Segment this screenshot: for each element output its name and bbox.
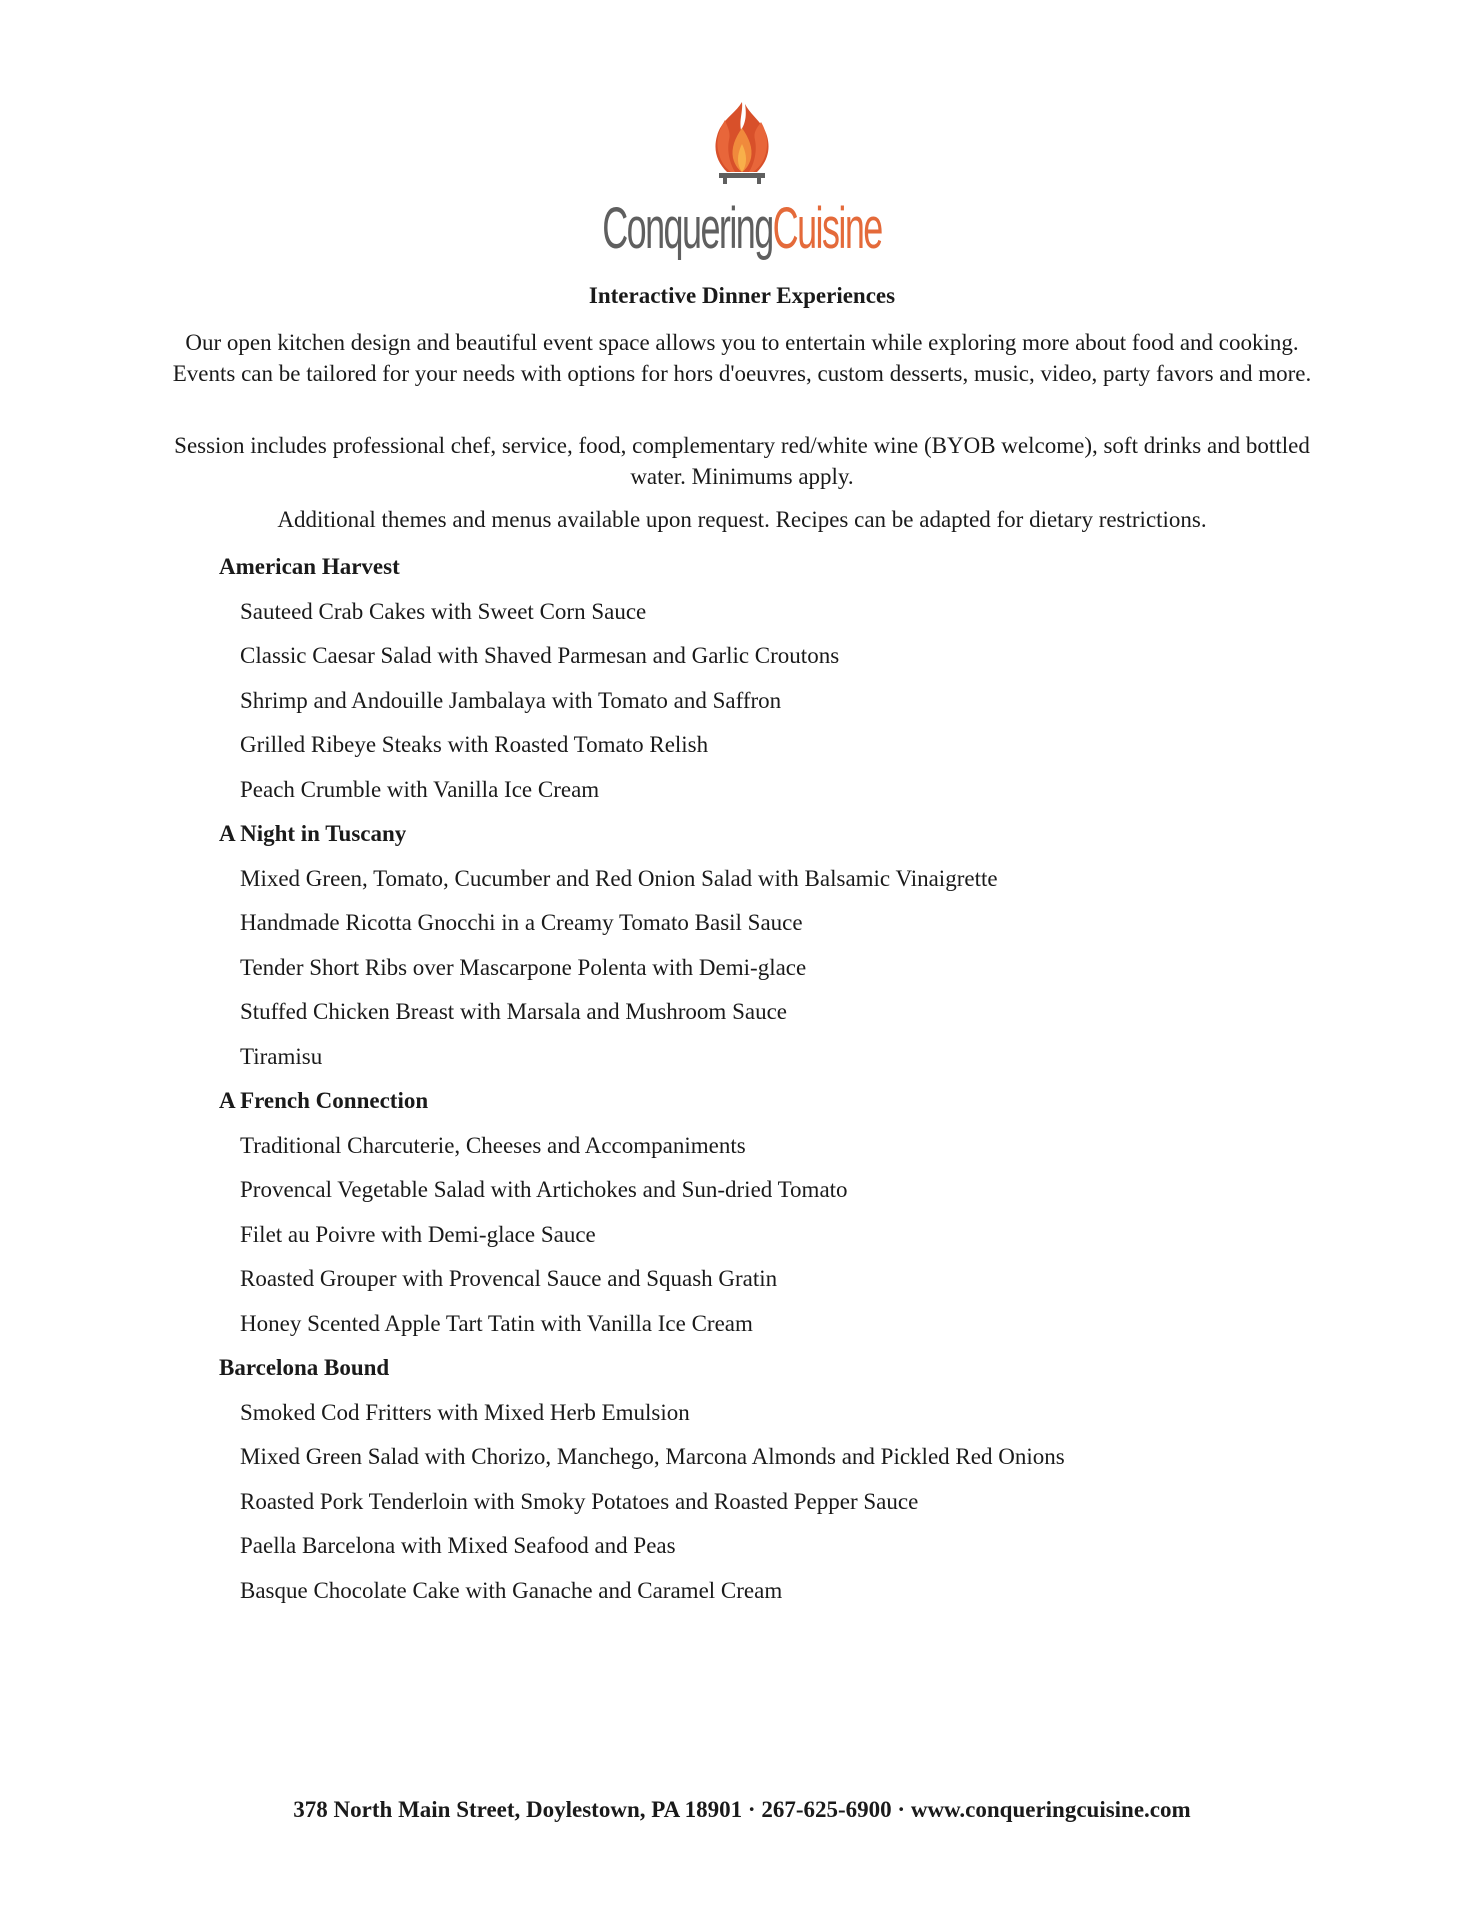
logo-word-cuisine: Cuisine xyxy=(772,196,882,261)
menu-item: Shrimp and Andouille Jambalaya with Tomato and Saffron xyxy=(240,687,782,713)
menu-item: Roasted Grouper with Provencal Sauce and Squash Gratin xyxy=(240,1266,778,1291)
menu-title: A Night in Tuscany xyxy=(219,821,407,846)
menu-item: Classic Caesar Salad with Shaved Parmesan and Garlic Croutons xyxy=(240,643,840,668)
menu-title: Barcelona Bound xyxy=(219,1355,390,1380)
logo-wordmark xyxy=(282,197,1202,261)
page-title: Interactive Dinner Experiences xyxy=(588,283,896,308)
session-paragraph: Session includes professional chef, service, food, complementary red/white wine (BYOB welcome), soft drinks and bottled water. Minimums apply. xyxy=(174,433,1310,489)
menu-item: Filet au Poivre with Demi-glace Sauce xyxy=(240,1221,596,1247)
menu-barcelona-bound xyxy=(219,1353,1319,1620)
flame-icon xyxy=(705,100,779,196)
menu-night-in-tuscany xyxy=(219,819,1319,1086)
menu-item: Provencal Vegetable Salad with Artichokes and Sun-dried Tomato xyxy=(240,1177,848,1202)
themes-paragraph: Additional themes and menus available upon request. Recipes can be adapted for dietary restrictions. xyxy=(277,507,1207,532)
menu-item: Sauteed Crab Cakes with Sweet Corn Sauce xyxy=(240,598,647,624)
menu-item: Stuffed Chicken Breast with Marsala and Mushroom Sauce xyxy=(240,999,787,1024)
menu-item: Mixed Green, Tomato, Cucumber and Red Onion Salad with Balsamic Vinaigrette xyxy=(240,865,998,891)
intro-paragraph: Our open kitchen design and beautiful event space allows you to entertain while exploring more about food and cooking. Events can be tailored for your needs with options for hors d'oeuvres, custom desserts, music, video, party favors and more. xyxy=(172,330,1312,386)
menu-item: Basque Chocolate Cake with Ganache and Caramel Cream xyxy=(240,1577,783,1603)
menu-item: Tiramisu xyxy=(240,1043,323,1069)
menu-list xyxy=(219,552,1319,1620)
menu-item: Grilled Ribeye Steaks with Roasted Tomato Relish xyxy=(240,732,709,757)
menu-item: Tender Short Ribs over Mascarpone Polenta with Demi-glace xyxy=(240,954,807,980)
menu-item: Mixed Green Salad with Chorizo, Manchego, Marcona Almonds and Pickled Red Onions xyxy=(240,1444,1065,1469)
logo xyxy=(0,100,1484,261)
menu-item: Peach Crumble with Vanilla Ice Cream xyxy=(240,776,600,802)
footer-contact: 378 North Main Street, Doylestown, PA 18901 · 267-625-6900 · www.conqueringcuisine.com xyxy=(293,1797,1191,1822)
menu-item: Traditional Charcuterie, Cheeses and Accompaniments xyxy=(240,1132,746,1158)
menu-item: Roasted Pork Tenderloin with Smoky Potatoes and Roasted Pepper Sauce xyxy=(240,1488,919,1514)
menu-title: A French Connection xyxy=(219,1088,429,1113)
menu-item: Handmade Ricotta Gnocchi in a Creamy Tomato Basil Sauce xyxy=(240,910,803,935)
logo-word-conquering: Conquering xyxy=(602,196,773,261)
menu-item: Smoked Cod Fritters with Mixed Herb Emulsion xyxy=(240,1399,690,1425)
menu-french-connection xyxy=(219,1086,1319,1353)
menu-american-harvest xyxy=(219,552,1319,819)
menu-item: Paella Barcelona with Mixed Seafood and Peas xyxy=(240,1533,676,1558)
menu-item: Honey Scented Apple Tart Tatin with Vanilla Ice Cream xyxy=(240,1310,753,1336)
menu-title: American Harvest xyxy=(219,554,400,579)
